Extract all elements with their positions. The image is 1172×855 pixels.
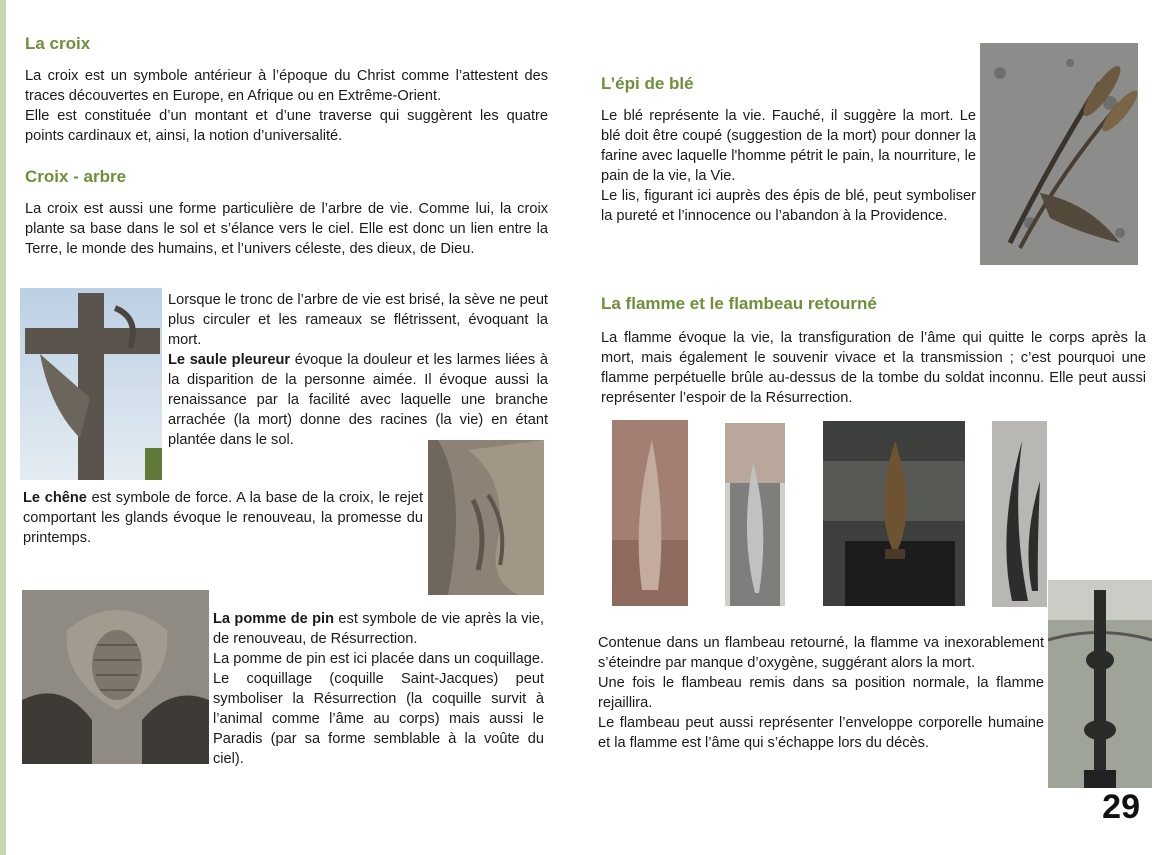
saule-text: évoque la douleur et les larmes liées à la disparition de la personne aimée. Il évoque aussi la renaissance par la facilité avec laquelle une branche arrachée (la mort) donne des racines (la vie) en étant plantée dans le sol. [168,352,548,448]
flambeau-p3: Une fois le flambeau remis dans sa position normale, la flamme rejaillira. [598,675,1044,711]
pomme-text [213,609,544,769]
tronc-p: Lorsque le tronc de l’arbre de vie est brisé, la sève ne peut plus circuler et les rameaux se flétrissent, évoquant la mort. [168,292,548,348]
la-croix-p2: Elle est constituée d’un montant et d’une traverse qui suggèrent les quatre points cardinaux et, ainsi, la notion d’universalité. [25,108,548,144]
pomme-term: La pomme de pin [213,611,335,627]
tree-cross-photo [20,288,162,480]
heading-la-croix: La croix [25,34,91,53]
weeping-willow-photo [428,440,544,595]
flambeau-p2: Contenue dans un flambeau retourné, la flamme va inexorablement s’éteindre par manque d’oxygène, suggérant alors la mort. [598,635,1044,671]
epi-p1: Le blé représente la vie. Fauché, il suggère la mort. Le blé doit être coupé (suggestion de la mort) pour donner la farine avec laquelle l'homme pétrit le pain, la nourriture, le pain de la vie, la Vie. [601,108,976,184]
saule-p [168,350,548,450]
saule-term: Le saule pleureur [168,352,291,368]
tronc-text [168,290,548,450]
pomme-p1 [213,609,544,649]
pomme-p2: La pomme de pin est ici placée dans un coquillage. Le coquillage (coquille Saint-Jacques) peut symboliser la Résurrection (la coquille survit à l’animal comme l’âme au corps) mais aussi le Paradis (par sa forme semblable à la voûte du ciel). [213,651,545,767]
epi-text [601,106,976,226]
heading-epi-de-ble: L’épi de blé [601,74,694,93]
wheat-lily-photo [980,43,1138,265]
chene-p [23,488,423,548]
shell-pine-cone-photo [22,590,209,764]
inverted-torch-photo [1048,580,1152,788]
chene-text [23,488,423,548]
pomme-text-span: est symbole de vie après la vie, de renouveau, de Résurrection. [213,611,544,647]
epi-p2: Le lis, figurant ici auprès des épis de blé, peut symboliser la pureté et l’innocence ou l’abandon à la Providence. [601,188,976,224]
flame-photo-4 [992,421,1047,607]
flame-photo-3 [823,421,965,606]
heading-flamme: La flamme et le flambeau retourné [601,294,877,313]
page-number: 29 [1102,788,1140,826]
flambeau-p4: Le flambeau peut aussi représenter l’enveloppe corporelle humaine et la flamme est l’âme qui s’échappe lors du décès. [598,715,1044,751]
page-edge [0,0,6,855]
chene-term: Le chêne [23,490,87,506]
croix-arbre-intro: La croix est aussi une forme particulière de l’arbre de vie. Comme lui, la croix plante sa base dans le sol et s’élance vers le ciel. Elle est donc un lien entre la Terre, le monde des humains, et l’univers céleste, des dieux, de Dieu. [25,201,548,257]
heading-croix-arbre: Croix - arbre [25,167,127,186]
flambeau-text [598,633,1044,753]
la-croix-text [25,66,548,146]
chene-text-span: est symbole de force. A la base de la croix, le rejet comportant les glands évoque le renouveau, la promesse du printemps. [23,490,424,546]
la-croix-p1: La croix est un symbole antérieur à l’époque du Christ comme l’attestent des traces découvertes en Europe, en Afrique ou en Extrême-Orient. [25,68,548,104]
flame-photo-2 [725,423,785,606]
flame-photo-1 [612,420,688,606]
flamme-intro: La flamme évoque la vie, la transfiguration de l’âme qui quitte le corps après la mort, mais également le souvenir vivace et la transmission ; c’est pourquoi une flamme perpétuelle brûle au-dessus de la tombe du soldat inconnu. Elle peut aussi représenter l’espoir de la Résurrection. [601,330,1146,406]
